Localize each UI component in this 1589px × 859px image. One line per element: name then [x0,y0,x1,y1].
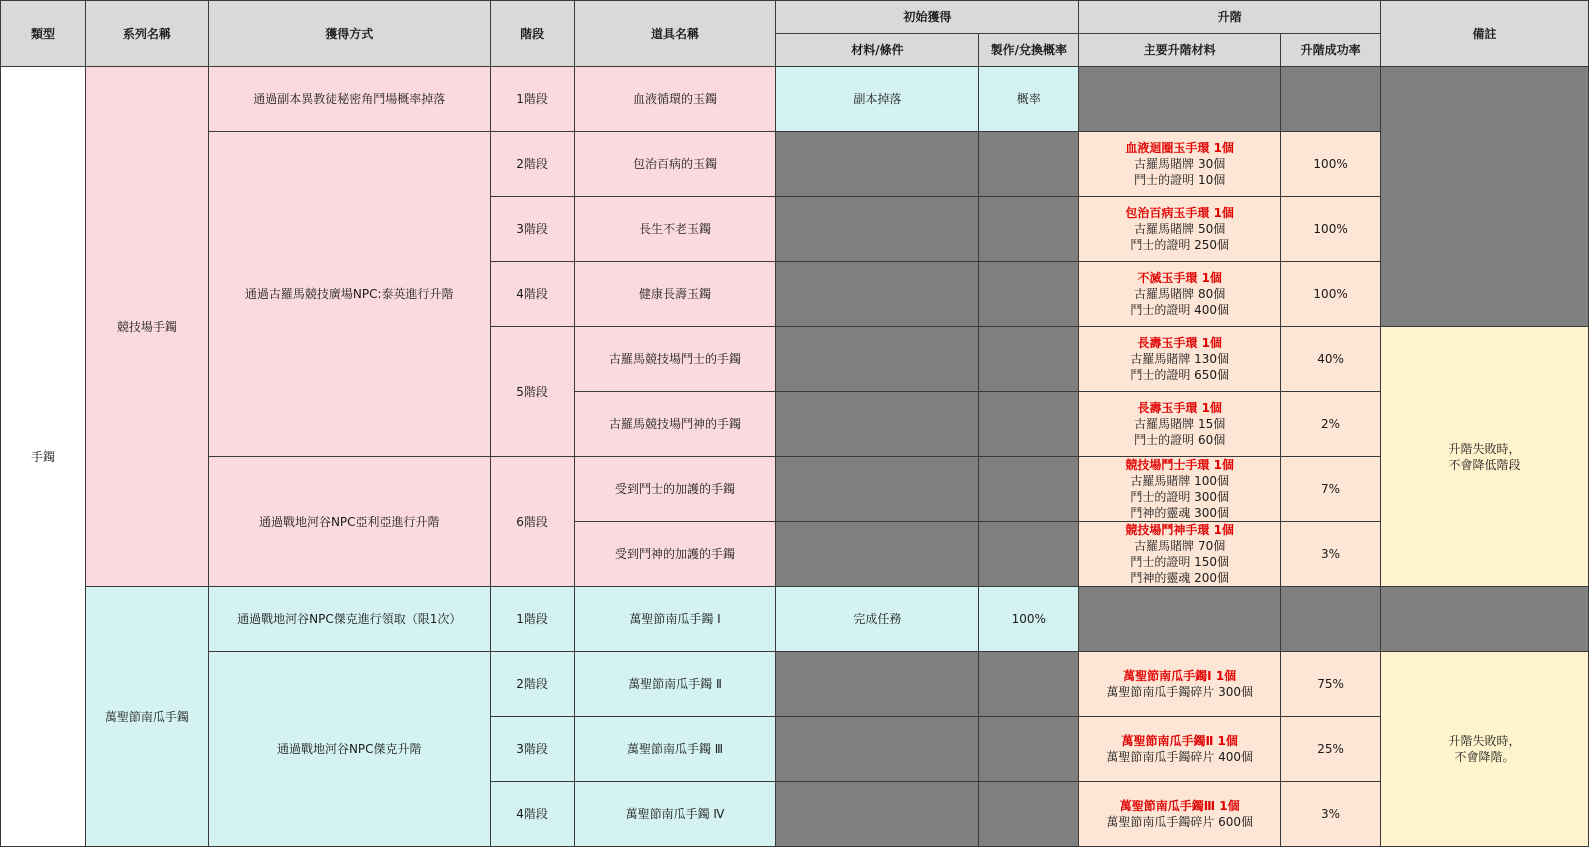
stage-cell: 4階段 [490,262,574,327]
upgrade-material-cell [1079,652,1281,717]
table-row [1,652,1589,717]
empty-notes-cell [1381,587,1589,652]
upgrade-main-material: 不滅玉手環 1個 [1137,271,1222,285]
upgrade-main-material: 競技場鬥士手環 1個 [1125,458,1234,472]
craft-rate-cell: 概率 [979,67,1079,132]
upgrade-material-line: 古羅馬賭牌 50個 [1134,222,1226,236]
series-name-cell: 競技場手鐲 [85,67,208,587]
stage-cell: 5階段 [490,327,574,457]
stage-cell: 6階段 [490,457,574,587]
series-name-cell: 萬聖節南瓜手鐲 [85,587,208,847]
upgrade-material-cell [1079,457,1281,522]
empty-cell [776,262,979,327]
table-row [1,132,1589,197]
table-row [1,587,1589,652]
table-row [1,457,1589,522]
upgrade-main-material: 萬聖節南瓜手鐲Ⅰ 1個 [1123,669,1237,683]
empty-notes-cell [1381,67,1589,327]
empty-cell [979,782,1079,847]
upgrade-material-cell [1079,132,1281,197]
empty-cell [776,522,979,587]
stage-cell: 3階段 [490,717,574,782]
empty-cell [979,457,1079,522]
empty-cell [776,392,979,457]
note-line: 升階失敗時， [1448,441,1521,456]
empty-cell [1079,587,1281,652]
upgrade-material-line: 鬥士的證明 250個 [1130,238,1230,252]
empty-cell [1281,587,1381,652]
upgrade-material-cell [1079,522,1281,587]
upgrade-material-cell [1079,327,1281,392]
empty-cell [1079,67,1281,132]
upgrade-material-cell [1079,197,1281,262]
header-craft-rate: 製作/兌換概率 [979,34,1079,67]
empty-cell [979,262,1079,327]
stage-cell: 4階段 [490,782,574,847]
empty-cell [776,197,979,262]
success-rate-cell: 100% [1281,262,1381,327]
item-name-cell: 萬聖節南瓜手鐲 Ⅳ [574,782,776,847]
upgrade-material-line: 古羅馬賭牌 15個 [1134,417,1226,431]
item-name-cell: 古羅馬競技場鬥士的手鐲 [574,327,776,392]
upgrade-material-line: 古羅馬賭牌 30個 [1134,157,1226,171]
empty-cell [776,782,979,847]
upgrade-material-line: 鬥士的證明 400個 [1130,303,1230,317]
table-row [1,67,1589,132]
upgrade-material-line: 古羅馬賭牌 100個 [1130,474,1230,488]
method-cell: 通過戰地河谷NPC傑克升階 [208,652,490,847]
item-name-cell: 萬聖節南瓜手鐲 Ⅰ [574,587,776,652]
empty-cell [776,132,979,197]
header-type: 類型 [1,1,86,67]
upgrade-main-material: 包治百病玉手環 1個 [1125,206,1234,220]
method-cell: 通過古羅馬競技廣場NPC:泰英進行升階 [208,132,490,457]
method-cell: 通過戰地河谷NPC傑克進行領取（限1次） [208,587,490,652]
empty-cell [979,652,1079,717]
craft-rate-cell: 100% [979,587,1079,652]
upgrade-material-cell [1079,782,1281,847]
header-item-name: 道具名稱 [574,1,776,67]
stage-cell: 2階段 [490,132,574,197]
upgrade-main-material: 長壽玉手環 1個 [1137,336,1222,350]
type-cell: 手鐲 [1,67,86,847]
upgrade-main-material: 血液迴圈玉手環 1個 [1125,141,1234,155]
success-rate-cell: 2% [1281,392,1381,457]
stage-cell: 1階段 [490,587,574,652]
note-cell [1381,327,1589,587]
material-cell: 副本掉落 [776,67,979,132]
upgrade-material-line: 鬥士的證明 150個 [1130,555,1230,569]
upgrade-material-line: 鬥士的證明 300個 [1130,490,1230,504]
upgrade-main-material: 萬聖節南瓜手鐲Ⅱ 1個 [1121,734,1238,748]
item-name-cell: 受到鬥神的加護的手鐲 [574,522,776,587]
method-cell: 通過戰地河谷NPC亞利亞進行升階 [208,457,490,587]
upgrade-material-line: 鬥神的靈魂 200個 [1130,571,1230,585]
upgrade-material-line: 古羅馬賭牌 130個 [1130,352,1230,366]
item-name-cell: 受到鬥士的加護的手鐲 [574,457,776,522]
upgrade-material-cell [1079,262,1281,327]
empty-cell [979,197,1079,262]
success-rate-cell: 7% [1281,457,1381,522]
success-rate-cell: 25% [1281,717,1381,782]
upgrade-material-line: 鬥士的證明 60個 [1134,433,1226,447]
method-cell: 通過副本異教徒秘密角鬥場概率掉落 [208,67,490,132]
empty-cell [979,522,1079,587]
upgrade-material-line: 萬聖節南瓜手鐲碎片 600個 [1106,815,1254,829]
item-name-cell: 血液循環的玉鐲 [574,67,776,132]
upgrade-main-material: 長壽玉手環 1個 [1137,401,1222,415]
header-stage: 階段 [490,1,574,67]
item-name-cell: 萬聖節南瓜手鐲 Ⅲ [574,717,776,782]
upgrade-material-line: 萬聖節南瓜手鐲碎片 300個 [1106,685,1254,699]
upgrade-material-line: 鬥士的證明 650個 [1130,368,1230,382]
header-initial: 初始獲得 [776,1,1079,34]
upgrade-main-material: 競技場鬥神手環 1個 [1125,523,1234,537]
success-rate-cell: 40% [1281,327,1381,392]
item-name-cell: 萬聖節南瓜手鐲 Ⅱ [574,652,776,717]
stage-cell: 2階段 [490,652,574,717]
upgrade-material-line: 鬥士的證明 10個 [1134,173,1226,187]
header-obtain-method: 獲得方式 [208,1,490,67]
stage-cell: 1階段 [490,67,574,132]
upgrade-material-line: 萬聖節南瓜手鐲碎片 400個 [1106,750,1254,764]
header-series-name: 系列名稱 [85,1,208,67]
item-name-cell: 長生不老玉鐲 [574,197,776,262]
success-rate-cell: 75% [1281,652,1381,717]
success-rate-cell: 100% [1281,197,1381,262]
note-line: 升階失敗時， [1448,734,1521,748]
header-material-condition: 材料/條件 [776,34,979,67]
note-cell [1381,652,1589,847]
upgrade-material-cell [1079,392,1281,457]
item-name-cell: 健康長壽玉鐲 [574,262,776,327]
item-name-cell: 包治百病的玉鐲 [574,132,776,197]
upgrade-material-line: 古羅馬賭牌 70個 [1134,539,1226,553]
upgrade-material-line: 鬥神的靈魂 300個 [1130,506,1230,520]
empty-cell [1281,67,1381,132]
success-rate-cell: 3% [1281,522,1381,587]
header-main-material: 主要升階材料 [1079,34,1281,67]
empty-cell [776,717,979,782]
upgrade-material-line: 古羅馬賭牌 80個 [1134,287,1226,301]
empty-cell [776,652,979,717]
header-success-rate: 升階成功率 [1281,34,1381,67]
empty-cell [776,457,979,522]
header-upgrade: 升階 [1079,1,1381,34]
upgrade-main-material: 萬聖節南瓜手鐲Ⅲ 1個 [1119,799,1240,813]
stage-cell: 3階段 [490,197,574,262]
empty-cell [979,327,1079,392]
item-name-cell: 古羅馬競技場鬥神的手鐲 [574,392,776,457]
material-cell: 完成任務 [776,587,979,652]
note-line: 不會降階。 [1454,750,1515,764]
empty-cell [979,132,1079,197]
empty-cell [776,327,979,392]
header-notes: 備註 [1381,1,1589,67]
empty-cell [979,717,1079,782]
success-rate-cell: 3% [1281,782,1381,847]
empty-cell [979,392,1079,457]
success-rate-cell: 100% [1281,132,1381,197]
upgrade-material-cell [1079,717,1281,782]
note-line: 不會降低階段 [1448,457,1521,472]
